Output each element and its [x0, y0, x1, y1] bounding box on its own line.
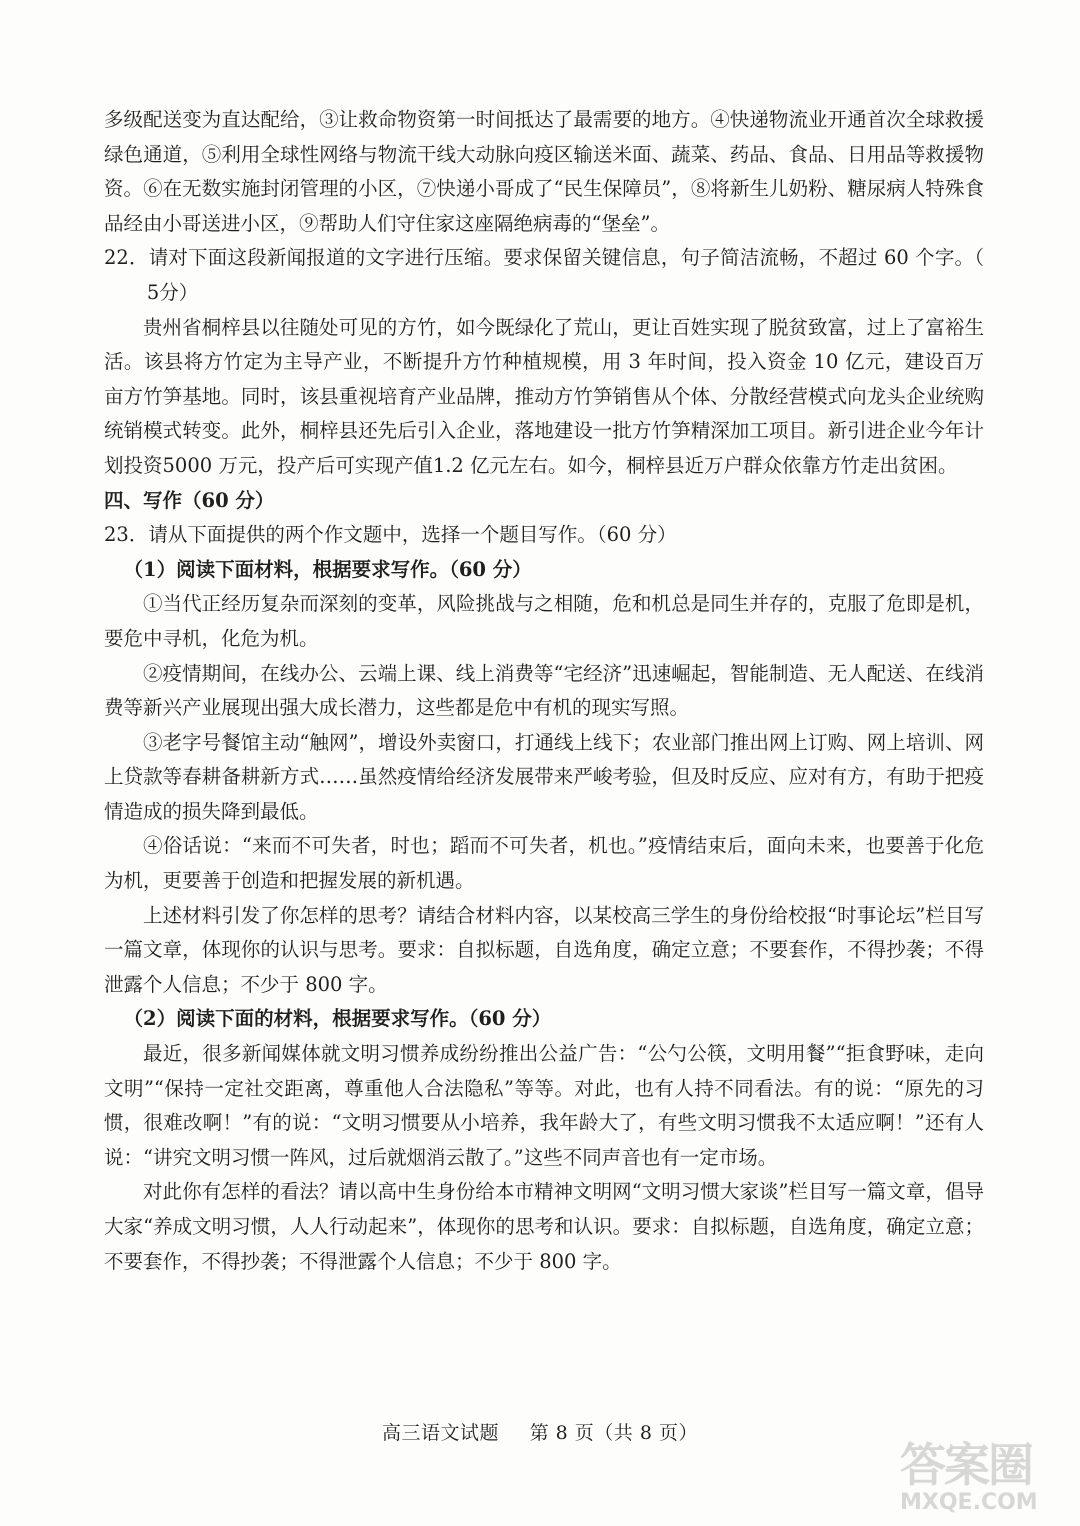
option-2-title: （2）阅读下面的材料，根据要求写作。（60 分） [123, 1007, 552, 1031]
previous-passage-continuation: 多级配送变为直达配给，③让救命物资第一时间抵达了最需要的地方。④快递物流业开通首次全球救援绿色通道，⑤利用全球性网络与物流干线大动脉向疫区输送米面、蔬菜、药品、食品、日用品等救援物资。⑥在无数实施封闭管理的小区，⑦快递小哥成了“民生保障员”，⑧将新生儿奶粉、糖尿病人特殊食品经由小哥送进小区，⑨帮助人们守住家这座隔绝病毒的“堡垒”。 [104, 108, 984, 235]
watermark-url: MXQE.COM [900, 1490, 1038, 1515]
watermark-glyphs: 答案圈 [900, 1438, 1032, 1492]
option-1-material-2: ②疫情期间，在线办公、云端上课、线上消费等“宅经济”迅速崛起，智能制造、无人配送、在线消费等新兴产业展现出强大成长潜力，这些都是危中有机的现实写照。 [104, 661, 984, 720]
option-2-requirements: 对此你有怎样的看法？请以高中生身份给本市精神文明网“文明习惯大家谈”栏目写一篇文章，倡导大家“养成文明习惯，人人行动起来”，体现你的思考和认识。要求：自拟标题，自选角度，确定立意；不要套作，不得抄袭；不得泄露个人信息；不少于 800 字。 [104, 1180, 984, 1273]
option-1-material-1: ①当代正经历复杂而深刻的变革，风险挑战与之相随，危和机总是同生并存的，克服了危即是机，要危中寻机，化危为机。 [104, 592, 984, 650]
question-22-news-text: 贵州省桐梓县以往随处可见的方竹，如今既绿化了荒山，更让百姓实现了脱贫致富，过上了富裕生活。该县将方竹定为主导产业，不断提升方竹种植规模，用 3 年时间，投入资金 10 亿元，建设百万亩方竹笋基地。同时，该县重视培育产业品牌，推动方竹笋销售从个体、分散经营模式向龙头企业统购统销模式转变。此外，桐梓县还先后引入企业，落地建设一批方竹笋精深加工项目。新引进企业今年计划投资5000 万元，投产后可实现产值1.2 亿元左右。如今，桐梓县近万户群众依靠方竹走出贫困。 [104, 315, 984, 477]
footer-subject: 高三语文试题 [382, 1422, 500, 1444]
option-1-requirements: 上述材料引发了你怎样的思考？请结合材料内容，以某校高三学生的身份给校报“时事论坛”栏目写一篇文章，体现你的认识与思考。要求：自拟标题，自选角度，确定立意；不要套作，不得抄袭；不得泄露个人信息；不少于 800 字。 [104, 903, 984, 996]
footer-page-number: 第 8 页（共 8 页） [529, 1422, 698, 1444]
question-23: 23．请从下面提供的两个作文题中，选择一个题目写作。（60 分） [104, 523, 677, 547]
exam-page-body [104, 103, 984, 1279]
question-22: 22．请对下面这段新闻报道的文字进行压缩。要求保留关键信息，句子简洁流畅，不超过 60 个字。（ 5分） [104, 246, 984, 304]
option-1-title: （1）阅读下面材料，根据要求写作。（60 分） [123, 557, 532, 581]
option-1-material-4: ④俗话说：“来而不可失者，时也；蹈而不可失者，机也。”疫情结束后，面向未来，也要善于化危为机，更要善于创造和把握发展的新机遇。 [104, 834, 984, 893]
watermark-logo [900, 1440, 1070, 1520]
option-1-material-3: ③老字号餐馆主动“触网”，增设外卖窗口，打通线上线下；农业部门推出网上订购、网上培训、网上贷款等春耕备耕新方式……虽然疫情给经济发展带来严峻考验，但及时反应、应对有方，有助于把疫情造成的损失降到最低。 [104, 730, 984, 823]
option-2-material: 最近，很多新闻媒体就文明习惯养成纷纷推出公益广告：“公勺公筷，文明用餐”“拒食野味，走向文明”“保持一定社交距离，尊重他人合法隐私”等等。对此，也有人持不同看法。有的说：“原先的习惯，很难改啊！”有的说：“文明习惯要从小培养，我年龄大了，有些文明习惯我不太适应啊！”还有人说：“讲究文明习惯一阵风，过后就烟消云散了。”这些不同声音也有一定市场。 [104, 1042, 984, 1169]
section-writing-heading: 四、写作（60 分） [104, 488, 275, 512]
